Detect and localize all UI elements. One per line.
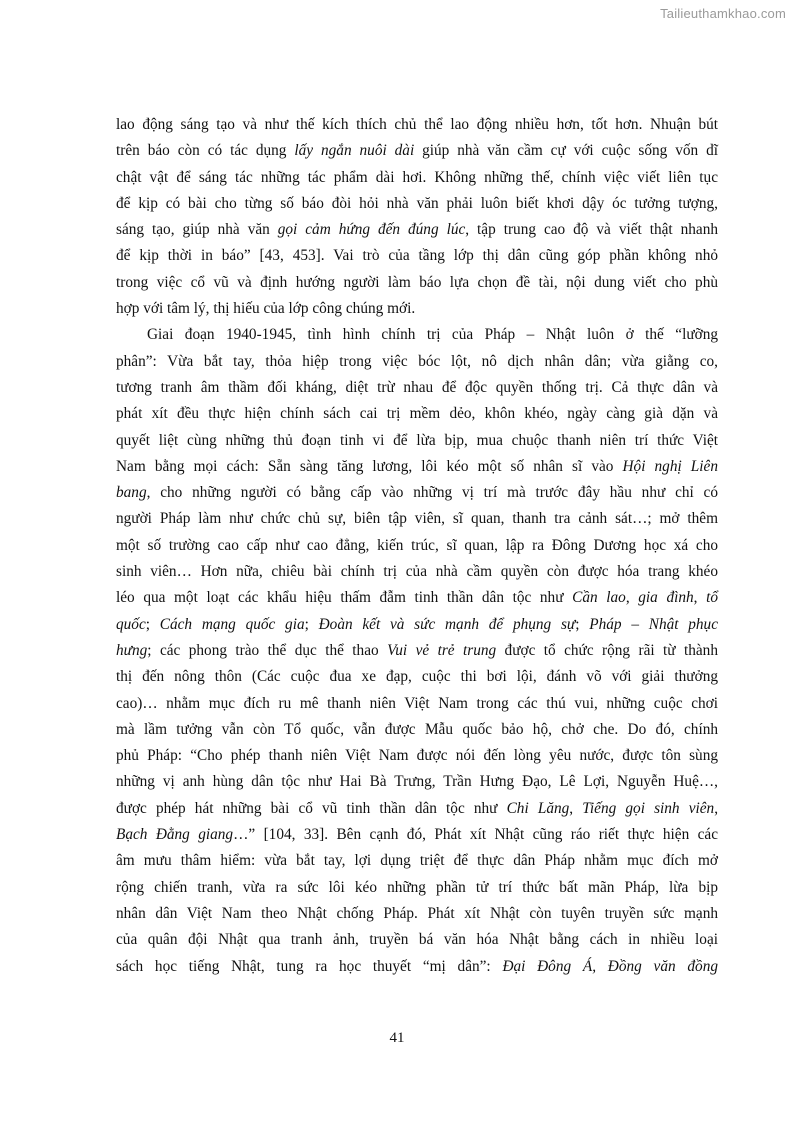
text-line	[116, 638, 718, 664]
text-segment: ,	[714, 799, 719, 817]
page-number: 41	[389, 1030, 405, 1046]
text-segment: sách học tiếng Nhật, tung ra học thuyết “mị dân”:	[116, 957, 503, 975]
text-segment: nhân dân Việt Nam theo Nhật chống Pháp. Phát xít Nhật còn tuyên truyền sức mạnh	[116, 904, 718, 922]
text-line	[116, 454, 718, 480]
italic-text: Vui vẻ trẻ trung	[387, 641, 497, 659]
text-segment: giúp nhà văn cầm cự với cuộc sống vốn dĩ	[414, 142, 719, 160]
text-segment: tương tranh âm thầm đối kháng, diệt trừ nhau để độc quyền thống trị. Cả thực dân và	[116, 378, 718, 396]
text-segment: phát xít đều thực hiện chính sách cai trị mềm dẻo, khôn khéo, ngày càng già dặn và	[116, 405, 718, 423]
italic-text: Tiếng gọi sinh viên	[582, 799, 715, 817]
italic-text: Chi Lăng	[506, 799, 570, 817]
italic-text: Hội nghị Liên	[622, 457, 718, 475]
watermark: Tailieuthamkhao.com	[660, 6, 786, 21]
italic-text: gọi cảm hứng đến đúng lúc	[277, 221, 466, 239]
text-segment: …” [104, 33]. Bên cạnh đó, Phát xít Nhật cũng ráo riết thực hiện các	[233, 826, 718, 844]
text-line	[116, 322, 718, 348]
text-segment: chật vật để sáng tác những tác phẩm dài hơi. Không những thế, chính việc viết liên tục	[116, 168, 718, 186]
text-segment: ,	[625, 589, 639, 607]
text-line	[116, 533, 718, 559]
text-segment: ;	[575, 615, 590, 633]
text-segment: ;	[145, 615, 160, 633]
italic-text: Cách mạng quốc gia	[159, 615, 305, 633]
text-line	[116, 165, 718, 191]
text-segment: quyết liệt cùng những thủ đoạn tinh vi để lừa bịp, mua chuộc thanh niên trí thức Việt	[116, 431, 718, 449]
text-segment: sáng tạo, giúp nhà văn	[116, 221, 278, 239]
text-line	[116, 428, 718, 454]
text-line	[116, 743, 718, 769]
text-segment: âm mưu thâm hiểm: vừa bắt tay, lợi dụng triệt để thực dân Pháp nhằm mục đích mở	[116, 852, 718, 870]
text-segment: trong việc cổ vũ và định hướng người làm báo lựa chọn đề tài, nội dung viết cho phù	[116, 273, 718, 291]
text-line	[116, 875, 718, 901]
text-line	[116, 822, 718, 848]
text-line	[116, 927, 718, 953]
text-segment: được tổ chức rộng rãi từ thành	[496, 641, 718, 659]
text-segment: trên báo còn có tác dụng	[116, 142, 295, 160]
text-line	[116, 296, 718, 322]
text-line	[116, 349, 718, 375]
italic-text: lấy ngắn nuôi dài	[294, 142, 415, 160]
text-segment: léo qua một loạt các khẩu hiệu thấm đẫm tinh thần dân tộc như	[116, 589, 573, 607]
text-line	[116, 559, 718, 585]
italic-text: Đại Đông Á, Đồng văn đồng	[502, 957, 718, 975]
text-segment: ; các phong trào thể dục thể thao	[147, 641, 388, 659]
text-segment: sinh viên… Hơn nữa, chiêu bài chính trị của nhà cầm quyền còn được hóa trang khéo	[116, 563, 718, 581]
text-segment: người Pháp làm như chức chủ sự, biên tập viên, sĩ quan, thanh tra cảnh sát…; mở thêm	[116, 510, 718, 528]
text-segment: một số trường cao cấp như cao đẳng, kiến trúc, sĩ quan, lập ra Đông Dương học xá cho	[116, 536, 718, 554]
text-line	[116, 243, 718, 269]
text-segment: rộng chiến tranh, vừa ra sức lôi kéo những phần tử trí thức bất mãn Pháp, lừa bịp	[116, 878, 718, 896]
italic-text: Bạch Đằng giang	[116, 826, 234, 844]
italic-text: bang	[116, 484, 147, 502]
text-line	[116, 375, 718, 401]
text-line	[116, 664, 718, 690]
italic-text: gia đình	[638, 589, 694, 607]
text-line	[116, 848, 718, 874]
italic-text: hưng	[116, 641, 148, 659]
italic-text: tổ	[706, 589, 718, 607]
text-segment: của quân đội Nhật qua tranh ảnh, truyền bá văn hóa Nhật bằng cách in nhiều loại	[116, 931, 718, 949]
text-line	[116, 717, 718, 743]
italic-text: Đoàn kết và sức mạnh để phụng sự	[318, 615, 576, 633]
italic-text: Cần lao	[572, 589, 626, 607]
text-line	[116, 401, 718, 427]
text-segment: để kịp thời in báo” [43, 453]. Vai trò của tầng lớp thị dân cũng góp phần không nhỏ	[116, 247, 718, 265]
text-line	[116, 506, 718, 532]
text-segment: lao động sáng tạo và như thế kích thích chủ thể lao động nhiều hơn, tốt hơn. Nhuận bút	[116, 116, 718, 133]
italic-text: quốc	[116, 615, 146, 633]
text-segment: cao)… nhằm mục đích ru mê thanh niên Việt Nam trong các thú vui, những cuộc chơi	[116, 694, 718, 712]
text-segment: Giai đoạn 1940-1945, tình hình chính trị của Pháp – Nhật luôn ở thế “lưỡng	[147, 326, 718, 344]
text-line	[116, 901, 718, 927]
text-line	[116, 480, 718, 506]
text-segment: phủ Pháp: “Cho phép thanh niên Việt Nam được nói đến lòng yêu nước, được tôn sùng	[116, 747, 718, 765]
text-segment: , cho những người có bằng cấp vào những vị trí mà trước đây hầu như chỉ có	[146, 484, 718, 502]
text-line	[116, 270, 718, 296]
text-line	[116, 138, 718, 164]
text-line	[116, 585, 718, 611]
text-segment: thị đến nông thôn (Các cuộc đua xe đạp, cuộc thi bơi lội, đánh võ với giải thưởng	[116, 668, 718, 686]
text-segment: ;	[304, 615, 319, 633]
text-line	[116, 796, 718, 822]
text-line	[116, 112, 718, 138]
document-page	[116, 112, 718, 980]
text-segment: ,	[569, 799, 583, 817]
text-segment: , tập trung cao độ và viết thật nhanh	[465, 221, 719, 239]
text-segment: phân”: Vừa bắt tay, thỏa hiệp trong việc bóc lột, nô dịch nhân dân; vừa giằng co,	[116, 352, 718, 370]
text-segment: được phép hát những bài cổ vũ tinh thần dân tộc như	[116, 799, 507, 817]
text-segment: để kịp có bài cho từng số báo đòi hỏi nhà văn phải luôn biết khơi dậy óc tưởng tượng,	[116, 194, 718, 212]
italic-text: Pháp – Nhật phục	[589, 615, 718, 633]
text-line	[116, 691, 718, 717]
text-segment: ,	[693, 589, 707, 607]
text-line	[116, 217, 718, 243]
text-segment: hợp với tâm lý, thị hiếu của lớp công chúng mới.	[116, 300, 416, 318]
text-segment: những vị anh hùng dân tộc như Hai Bà Trưng, Trần Hưng Đạo, Lê Lợi, Nguyễn Huệ…,	[116, 773, 718, 791]
text-line	[116, 612, 718, 638]
text-segment: mà lầm tưởng vẫn còn Tổ quốc, vẫn được Mẫu quốc bảo hộ, chở che. Do đó, chính	[116, 720, 718, 738]
text-line	[116, 954, 718, 980]
text-line	[116, 191, 718, 217]
text-line	[116, 769, 718, 795]
text-segment: Nam bằng mọi cách: Sẵn sàng tăng lương, lôi kéo một số nhân sĩ vào	[116, 457, 623, 475]
